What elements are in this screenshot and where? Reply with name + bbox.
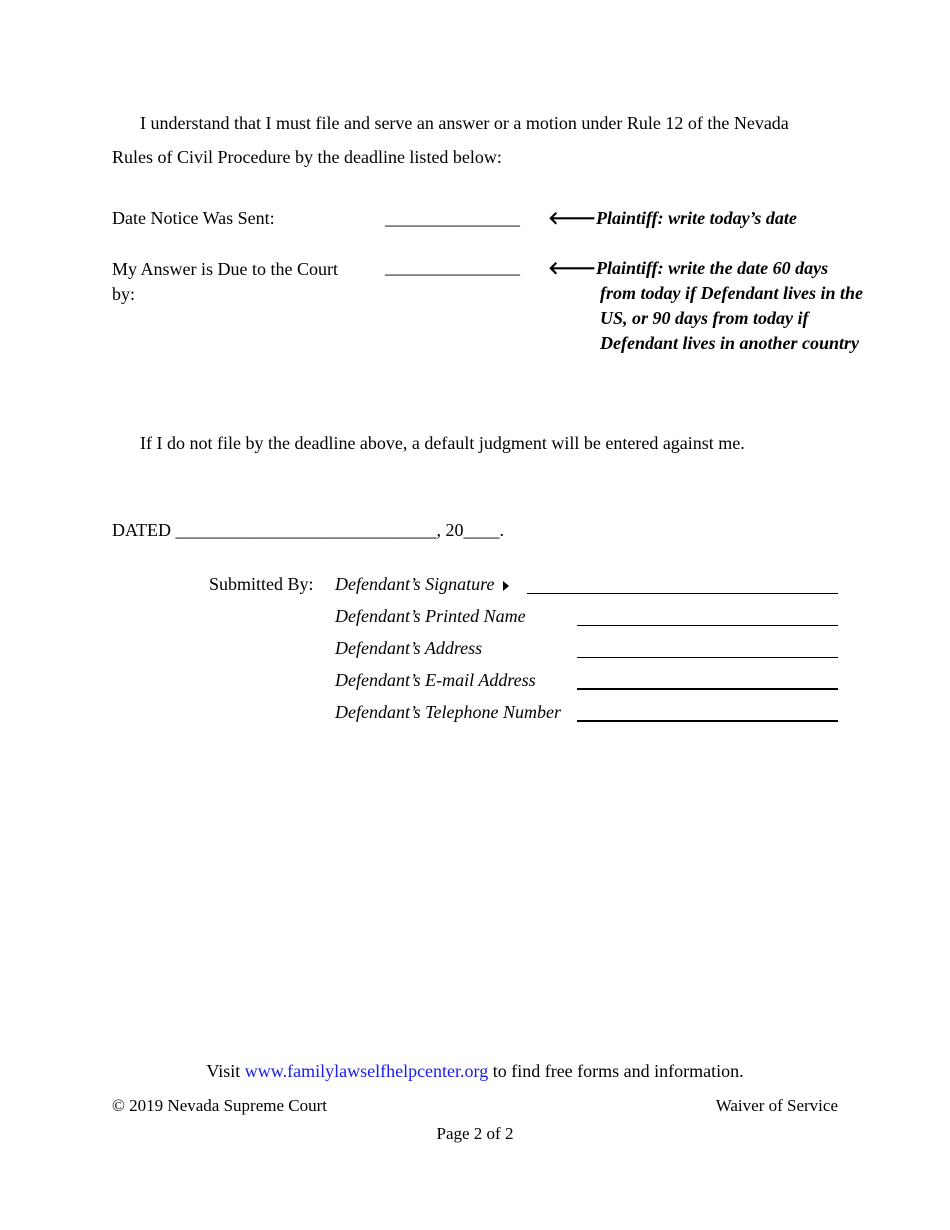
form-name: Waiver of Service xyxy=(715,1096,838,1115)
left-arrow-icon: 🡐 xyxy=(548,208,597,228)
answer-due-label: My Answer is Due to the Court by: xyxy=(112,259,338,304)
dated-blank[interactable]: _____________________________ xyxy=(175,520,437,540)
intro-paragraph xyxy=(112,106,832,174)
copyright: © 2019 Nevada Supreme Court xyxy=(112,1096,327,1115)
telephone-line[interactable] xyxy=(577,720,838,722)
default-warning: If I do not file by the deadline above, a default judgment will be entered against me. xyxy=(140,433,745,453)
printed-name-label: Defendant’s Printed Name xyxy=(335,606,526,626)
page-number: Page 2 of 2 xyxy=(436,1124,514,1143)
dated-label: DATED xyxy=(112,520,171,540)
email-line[interactable] xyxy=(577,688,838,690)
date-notice-instruction: 🡐Plaintiff: write today’s date xyxy=(574,206,864,231)
address-label: Defendant’s Address xyxy=(335,638,483,658)
email-label: Defendant’s E-mail Address xyxy=(335,670,536,690)
dated-line: DATED _____________________________, 20____. xyxy=(112,520,504,540)
submitted-by-label: Submitted By: xyxy=(209,574,314,594)
date-notice-blank[interactable]: _______________ xyxy=(385,208,520,228)
left-arrow-icon: 🡐 xyxy=(548,258,597,278)
dated-year-blank[interactable]: ____ xyxy=(463,520,500,540)
date-notice-label: Date Notice Was Sent: xyxy=(112,208,275,228)
visit-line: Visit www.familylawselfhelpcenter.org to find free forms and information. xyxy=(206,1061,744,1081)
triangle-right-icon xyxy=(503,581,509,591)
dated-year-prefix: , 20 xyxy=(436,520,464,540)
intro-line-1: I understand that I must file and serve an answer or a motion under Rule 12 of the Nevada xyxy=(140,113,789,133)
signature-line[interactable] xyxy=(527,593,838,594)
answer-due-instruction: 🡐Plaintiff: write the date 60 days from today if Defendant lives in the US, or 90 days from today if Defendant lives in another country xyxy=(548,258,863,353)
intro-line-2: Rules of Civil Procedure by the deadline listed below: xyxy=(112,147,502,167)
answer-due-blank[interactable]: _______________ xyxy=(385,257,520,277)
website-link[interactable]: www.familylawselfhelpcenter.org xyxy=(244,1061,489,1081)
address-line[interactable] xyxy=(577,657,838,658)
printed-name-line[interactable] xyxy=(577,625,838,626)
telephone-label: Defendant’s Telephone Number xyxy=(335,702,561,722)
signature-label: Defendant’s Signature xyxy=(335,574,509,595)
